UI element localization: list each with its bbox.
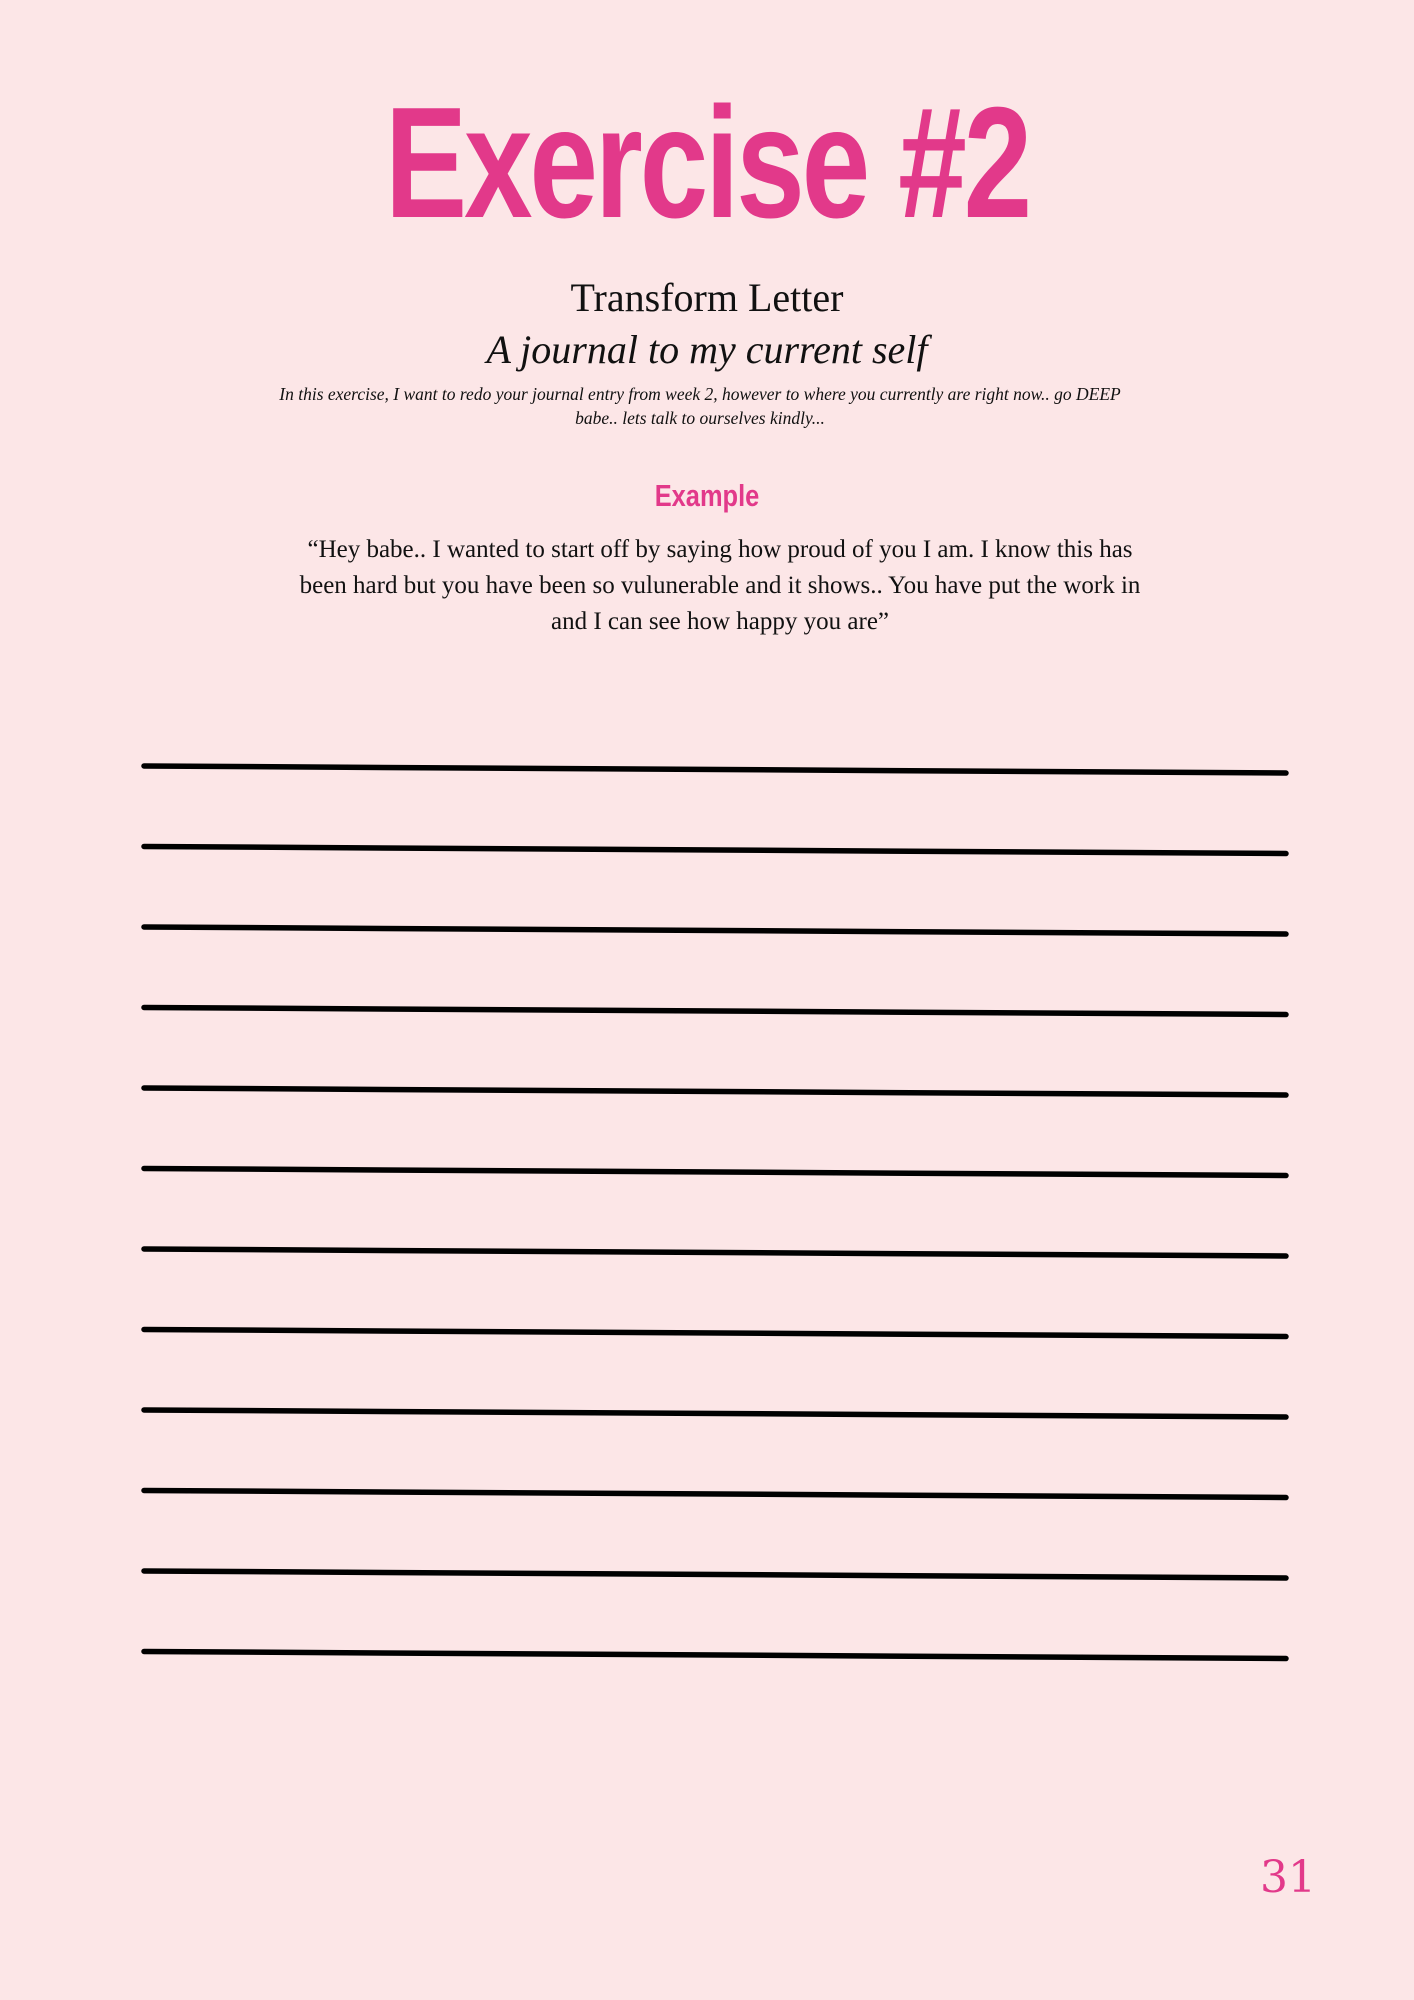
writing-line[interactable] xyxy=(144,1330,1286,1337)
writing-line[interactable] xyxy=(144,1249,1286,1256)
writing-line[interactable] xyxy=(144,766,1286,773)
section-tagline: A journal to my current self xyxy=(486,327,928,372)
writing-line[interactable] xyxy=(144,847,1286,854)
instructions-text: In this exercise, I want to redo your journal entry from week 2, however to where you currently are right now.. go DEEP babe.. lets talk to ourselves kindly... xyxy=(279,384,1121,428)
writing-line[interactable] xyxy=(144,927,1286,934)
writing-line[interactable] xyxy=(144,1008,1286,1015)
section-subtitle: Transform Letter xyxy=(570,275,844,320)
writing-line[interactable] xyxy=(144,1410,1286,1417)
writing-line[interactable] xyxy=(144,1491,1286,1498)
page-title: Exercise #2 xyxy=(384,75,1030,251)
writing-line[interactable] xyxy=(144,1571,1286,1578)
example-heading: Example xyxy=(654,478,760,513)
page-number: 31 xyxy=(1260,1852,1316,1903)
writing-line[interactable] xyxy=(144,1169,1286,1176)
example-quote: “Hey babe.. I wanted to start off by saying how proud of you I am. I know this has been hard but you have been so vulunerable and it shows.. You have put the work in and I can see how happy you are” xyxy=(299,536,1141,635)
writing-line[interactable] xyxy=(144,1652,1286,1659)
writing-line[interactable] xyxy=(144,1088,1286,1095)
